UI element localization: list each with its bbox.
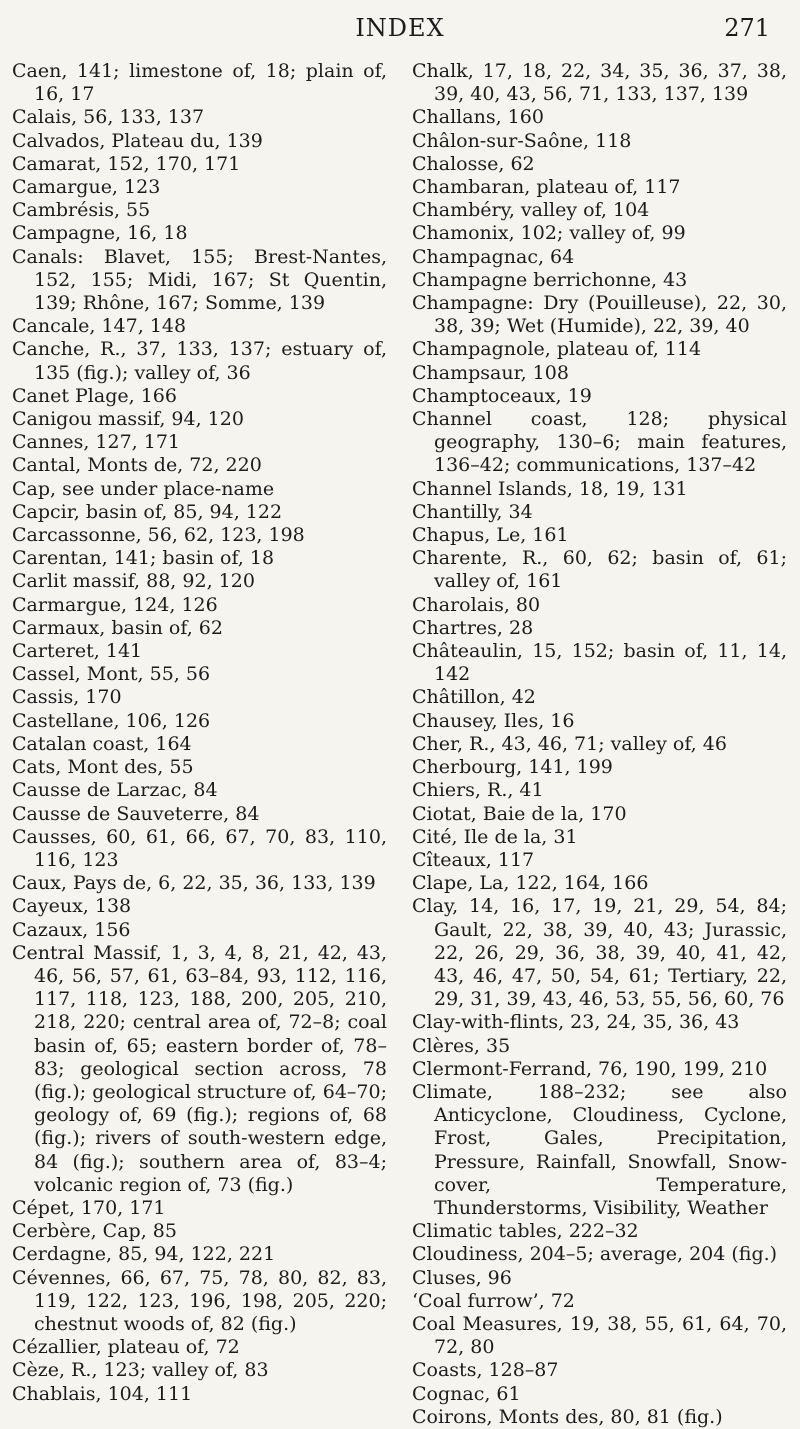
index-entry: Clay, 14, 16, 17, 19, 21, 29, 54, 84; Gault, 22, 38, 39, 40, 43; Jurassic, 22, 26, 29, 36, 38, 39, 40, 41, 42, 43, 46, 47, 50, 54, 61; Tertiary, 22, 29, 31, 39, 43, 46, 53, 55, 56, 60, 76	[412, 895, 787, 1011]
index-entry: Castellane, 106, 126	[12, 709, 211, 732]
index-entry: Cher, R., 43, 46, 71; valley of, 46	[412, 732, 727, 755]
index-entry: Clay-with-flints, 23, 24, 35, 36, 43	[412, 1011, 740, 1034]
index-entry: Cassis, 170	[12, 686, 122, 709]
index-entry: Challans, 160	[412, 106, 544, 129]
index-entry: Campagne, 16, 18	[12, 222, 188, 245]
index-entry: Cluses, 96	[412, 1266, 512, 1289]
index-entry: Charolais, 80	[412, 593, 541, 616]
index-column-left	[12, 60, 387, 1406]
index-entry: Channel Islands, 18, 19, 131	[412, 477, 688, 500]
index-entry: Clermont-Ferrand, 76, 190, 199, 210	[412, 1057, 768, 1080]
index-entry: Carentan, 141; basin of, 18	[12, 547, 275, 570]
index-entry: Camargue, 123	[12, 176, 161, 199]
index-entry: Champagnac, 64	[412, 245, 575, 268]
index-entry: Cancale, 147, 148	[12, 315, 187, 338]
index-entry: Champtoceaux, 19	[412, 384, 592, 407]
index-entry: Châtillon, 42	[412, 686, 536, 709]
index-entry: Chablais, 104, 111	[12, 1382, 193, 1405]
index-entry: Carmaux, basin of, 62	[12, 616, 223, 639]
index-entry: Cassel, Mont, 55, 56	[12, 663, 211, 686]
index-entry: Champsaur, 108	[412, 361, 569, 384]
index-entry: Cantal, Monts de, 72, 220	[12, 454, 262, 477]
index-entry: Châteaulin, 15, 152; basin of, 11, 14, 142	[412, 640, 787, 686]
index-entry: Central Massif, 1, 3, 4, 8, 21, 42, 43, 46, 56, 57, 61, 63–84, 93, 112, 116, 117, 118, 123, 188, 200, 205, 210, 218, 220; central area of, 72–8; coal basin of, 65; eastern border of, 78–83; geological section across, 78 (fig.); geological structure of, 64–70; geology of, 69 (fig.); regions of, 68 (fig.); rivers of south-western edge, 84 (fig.); southern area of, 83–4; volcanic region of, 73 (fig.)	[12, 941, 387, 1196]
index-entry: Canche, R., 37, 133, 137; estuary of, 135 (fig.); valley of, 36	[12, 338, 387, 384]
page-title: INDEX	[355, 14, 445, 42]
index-entry: Chausey, Iles, 16	[412, 709, 575, 732]
index-entry: Cloudiness, 204–5; average, 204 (fig.)	[412, 1243, 778, 1266]
index-entry: Cazaux, 156	[12, 918, 131, 941]
index-entry: Cézallier, plateau of, 72	[12, 1336, 240, 1359]
index-entry: Cayeux, 138	[12, 895, 132, 918]
page-number: 271	[724, 14, 770, 42]
index-entry: Caux, Pays de, 6, 22, 35, 36, 133, 139	[12, 872, 376, 895]
index-entry: Cannes, 127, 171	[12, 431, 181, 454]
index-entry: Cats, Mont des, 55	[12, 756, 194, 779]
index-entry: Causse de Larzac, 84	[12, 779, 218, 802]
index-entry: Cap, see under place-name	[12, 477, 275, 500]
index-entry: Chamonix, 102; valley of, 99	[412, 222, 686, 245]
index-entry: Coasts, 128–87	[412, 1359, 559, 1382]
index-entry: Clape, La, 122, 164, 166	[412, 872, 649, 895]
index-entry: Cambrésis, 55	[12, 199, 151, 222]
index-entry: ‘Coal furrow’, 72	[412, 1289, 575, 1312]
index-entry: Chapus, Le, 161	[412, 524, 569, 547]
index-entry: Capcir, basin of, 85, 94, 122	[12, 500, 283, 523]
index-entry: Cèze, R., 123; valley of, 83	[12, 1359, 269, 1382]
index-entry: Channel coast, 128; physical geography, 130–6; main features, 136–42; communications, 137–42	[412, 408, 787, 477]
index-entry: Carlit massif, 88, 92, 120	[12, 570, 255, 593]
index-entry: Canals: Blavet, 155; Brest-Nantes, 152, 155; Midi, 167; St Quentin, 139; Rhône, 167; Somme, 139	[12, 245, 387, 315]
index-entry: Coirons, Monts des, 80, 81 (fig.)	[412, 1405, 723, 1428]
index-entry: Canet Plage, 166	[12, 384, 177, 407]
index-entry: Cévennes, 66, 67, 75, 78, 80, 82, 83, 119, 122, 123, 196, 198, 205, 220; chestnut woods of, 82 (fig.)	[12, 1266, 387, 1335]
index-entry: Ciotat, Baie de la, 170	[412, 802, 627, 825]
index-entry: Chiers, R., 41	[412, 779, 544, 802]
index-entry: Carcassonne, 56, 62, 123, 198	[12, 524, 305, 547]
index-entry: Cité, Ile de la, 31	[412, 825, 578, 848]
index-entry: Causses, 60, 61, 66, 67, 70, 83, 110, 116, 123	[12, 825, 387, 871]
index-entry: Carteret, 141	[12, 640, 143, 663]
index-entry: Champagne: Dry (Pouilleuse), 22, 30, 38, 39; Wet (Humide), 22, 39, 40	[412, 292, 787, 338]
index-entry: Calvados, Plateau du, 139	[12, 129, 263, 152]
index-entry: Chambéry, valley of, 104	[412, 199, 650, 222]
index-entry: Cîteaux, 117	[412, 848, 535, 871]
index-entry: Catalan coast, 164	[12, 732, 192, 755]
index-entry: Champagne berrichonne, 43	[412, 268, 688, 291]
index-entry: Chalosse, 62	[412, 152, 535, 175]
index-entry: Chalk, 17, 18, 22, 34, 35, 36, 37, 38, 39, 40, 43, 56, 71, 133, 137, 139	[412, 60, 787, 106]
index-entry: Coal Measures, 19, 38, 55, 61, 64, 70, 72, 80	[412, 1312, 787, 1359]
index-entry: Châlon-sur-Saône, 118	[412, 129, 632, 152]
index-entry: Caen, 141; limestone of, 18; plain of, 16, 17	[12, 60, 387, 106]
index-entry: Carmargue, 124, 126	[12, 593, 218, 616]
index-entry: Canigou massif, 94, 120	[12, 408, 244, 431]
index-entry: Causse de Sauveterre, 84	[12, 802, 260, 825]
index-entry: Chartres, 28	[412, 616, 534, 639]
index-entry: Champagnole, plateau of, 114	[412, 338, 702, 361]
index-entry: Cerbère, Cap, 85	[12, 1220, 177, 1243]
index-entry: Clères, 35	[412, 1034, 511, 1057]
index-entry: Calais, 56, 133, 137	[12, 106, 205, 129]
index-entry: Cognac, 61	[412, 1382, 521, 1405]
index-entry: Cerdagne, 85, 94, 122, 221	[12, 1243, 276, 1266]
index-entry: Chambaran, plateau of, 117	[412, 176, 681, 199]
index-entry: Climate, 188–232; see also Anticyclone, Cloudiness, Cyclone, Frost, Gales, Precipitation, Pressure, Rainfall, Snowfall, Snow-cover, Temperature, Thunderstorms, Visibility, Weather	[412, 1080, 787, 1219]
index-entry: Cépet, 170, 171	[12, 1196, 166, 1219]
index-entry: Charente, R., 60, 62; basin of, 61; valley of, 161	[412, 547, 787, 593]
index-entry: Chantilly, 34	[412, 500, 533, 523]
index-entry: Climatic tables, 222–32	[412, 1220, 639, 1243]
index-entry: Camarat, 152, 170, 171	[12, 152, 241, 175]
index-column-right	[412, 60, 787, 1429]
index-entry: Cherbourg, 141, 199	[412, 756, 613, 779]
